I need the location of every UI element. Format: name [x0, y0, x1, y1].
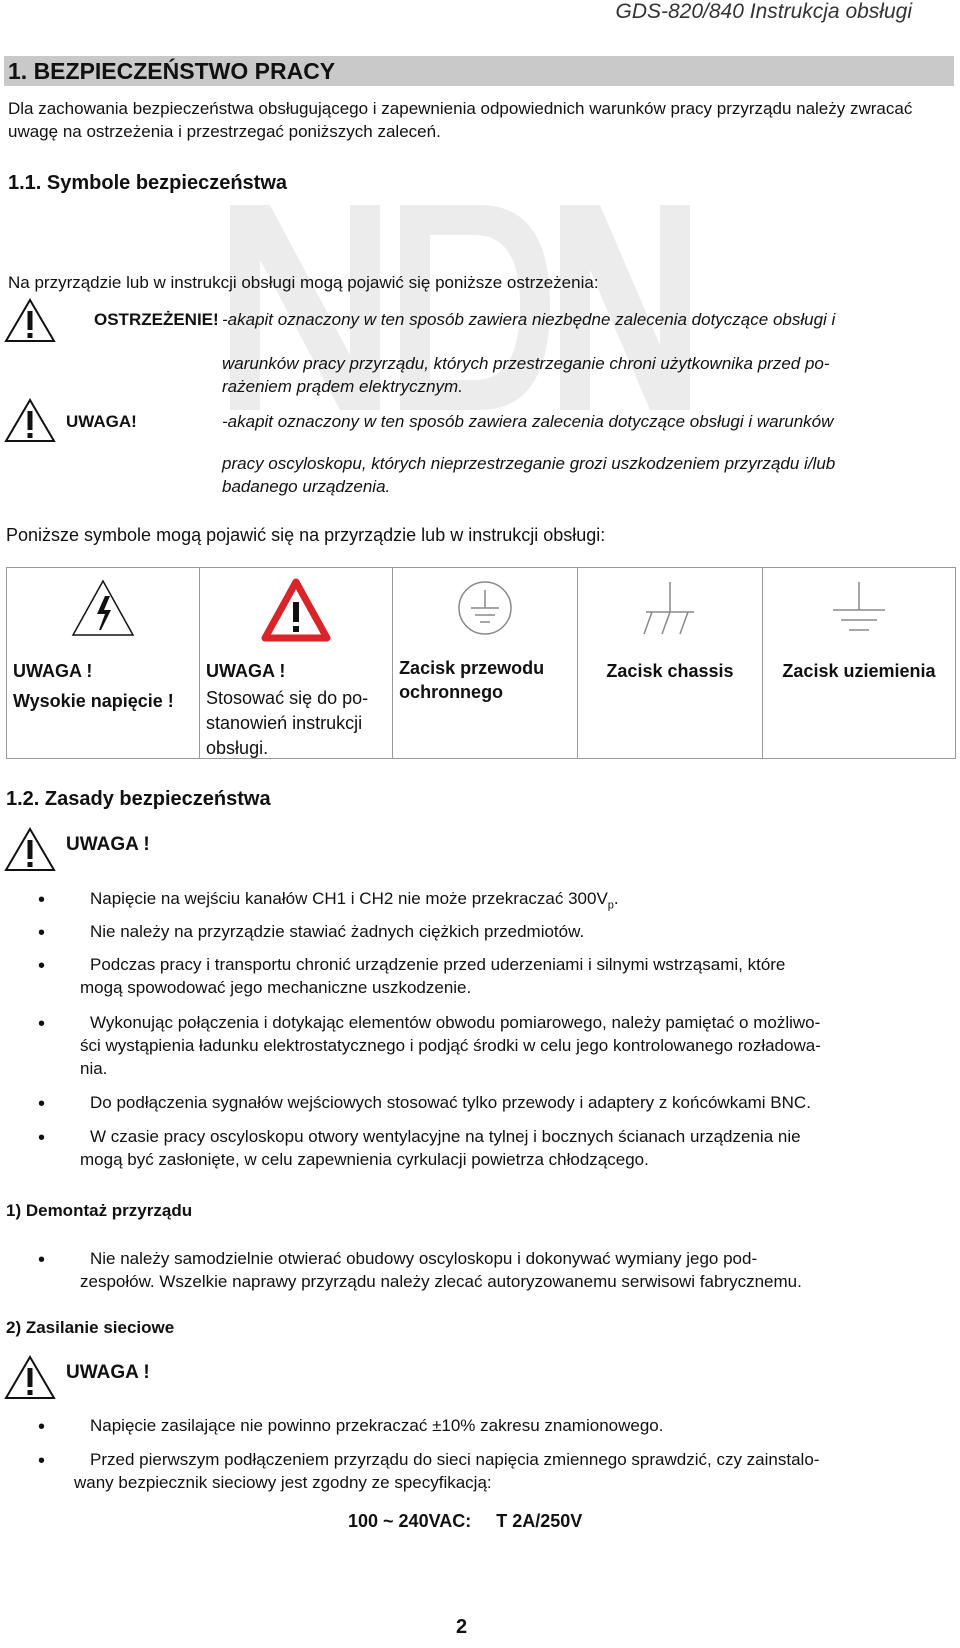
bullet-marker: •: [38, 1127, 46, 1149]
bullet-marker: •: [38, 1450, 46, 1472]
power-bullet-2-line2: wany bezpiecznik sieciowy jest zgodny ze specyfikacją:: [74, 1473, 492, 1492]
warning1-line2: warunków pracy przyrządu, których przestrzeganie chroni użytkownika przed po-: [222, 354, 830, 373]
bullet-marker: •: [38, 889, 46, 911]
high-voltage-icon: [70, 578, 136, 638]
warning1-label: OSTRZEŻENIE!: [94, 310, 219, 329]
rule-bullet-4-line1: Wykonując połączenia i dotykając elementów obwodu pomiarowego, należy pamiętać o możliwo-: [90, 1013, 821, 1032]
warning-triangle-icon: [4, 826, 56, 872]
symbol-cell-protective-earth: [393, 568, 578, 759]
rule-bullet-4-line2: ści wystąpienia ładunku elektrostatycznego i podjąć środki w celu jego kontrolowanego rozładowa-: [80, 1036, 821, 1055]
power-heading: 2) Zasilanie sieciowe: [6, 1318, 175, 1337]
power-spec: 100 ~ 240VAC: T 2A/250V: [348, 1511, 583, 1531]
symbol-label-earth: Zacisk uziemienia: [782, 661, 936, 681]
bullet-marker: •: [38, 1249, 46, 1271]
rule-bullet-3-line1: Podczas pracy i transportu chronić urządzenie przed uderzeniami i silnymi wstrząsami, które: [90, 955, 786, 974]
rule-bullet-1: Napięcie na wejściu kanałów CH1 i CH2 nie może przekraczać $300V_p$.: [90, 889, 619, 912]
warning2-line3: badanego urządzenia.: [222, 477, 391, 496]
power-warning-label: UWAGA !: [66, 1362, 150, 1383]
symbol-cell-high-voltage: [7, 568, 200, 759]
header-title: GDS-820/840 Instrukcja obsługi: [615, 0, 912, 23]
warning2-label: UWAGA!: [66, 412, 137, 431]
warning-triangle-red-icon: [261, 578, 331, 642]
disassembly-heading: 1) Demontaż przyrządu: [6, 1201, 193, 1220]
symbols-table: [6, 567, 956, 759]
warning1-line3: rażeniem prądem elektrycznym.: [222, 377, 463, 396]
rules-heading: 1.2. Zasady bezpieczeństwa: [6, 788, 271, 810]
chassis-ground-icon: [638, 578, 702, 638]
symbol-cell-earth: [762, 568, 955, 759]
rule-bullet-2: Nie należy na przyrządzie stawiać żadnych ciężkich przedmiotów.: [90, 922, 585, 941]
protective-earth-icon: [455, 578, 515, 638]
bullet-marker: •: [38, 1416, 46, 1438]
symbol-cell-instructions: [200, 568, 393, 759]
symbol-label-high-voltage: UWAGA ! Wysokie napięcie !: [13, 661, 174, 711]
page-number: 2: [456, 1616, 468, 1638]
bullet-marker: •: [38, 1013, 46, 1035]
warnings-intro: Na przyrządzie lub w instrukcji obsługi mogą pojawić się poniższe ostrzeżenia:: [8, 273, 599, 292]
section-title: 1. BEZPIECZEŃSTWO PRACY: [8, 58, 336, 84]
symbol-label-instructions: UWAGA ! Stosować się do po- stanowień instrukcji obsługi.: [206, 661, 369, 758]
warning-triangle-icon: [4, 1354, 56, 1400]
section-intro: Dla zachowania bezpieczeństwa obsługującego i zapewnienia odpowiednich warunków pracy przyrządu należy zwracać uwagę na ostrzeżenia i przestrzegać poniższych zaleceń.: [8, 99, 913, 141]
rule-bullet-5: Do podłączenia sygnałów wejściowych stosować tylko przewody i adaptery z końcówkami BNC.: [90, 1093, 811, 1112]
warning2-line1: -akapit oznaczony w ten sposób zawiera zalecenia dotyczące obsługi i warunków: [222, 412, 834, 431]
power-bullet-2-line1: Przed pierwszym podłączeniem przyrządu do sieci napięcia zmiennego sprawdzić, czy zainstalo-: [90, 1450, 820, 1469]
warning1-line1: -akapit oznaczony w ten sposób zawiera niezbędne zalecenia dotyczące obsługi i: [222, 310, 836, 329]
rule-bullet-6-line1: W czasie pracy oscyloskopu otwory wentylacyjne na tylnej i bocznych ścianach urządzenia nie: [90, 1127, 801, 1146]
disassembly-line1: Nie należy samodzielnie otwierać obudowy oscyloskopu i dokonywać wymiany jego pod-: [90, 1249, 758, 1268]
symbol-cell-chassis: [578, 568, 763, 759]
rule-bullet-4-line3: nia.: [80, 1059, 108, 1078]
bullet-marker: •: [38, 1093, 46, 1115]
rules-warning-label: UWAGA !: [66, 834, 150, 855]
power-bullet-1: Napięcie zasilające nie powinno przekraczać ±10% zakresu znamionowego.: [90, 1416, 664, 1435]
warning-triangle-icon: [4, 397, 56, 443]
warning-triangle-icon: [4, 297, 56, 343]
symbols-intro: Poniższe symbole mogą pojawić się na przyrządzie lub w instrukcji obsługi:: [6, 525, 606, 545]
symbol-label-protective-earth: Zacisk przewodu ochronnego: [399, 658, 545, 702]
warning2-line2: pracy oscyloskopu, których nieprzestrzeganie grozi uszkodzeniem przyrządu i/lub: [222, 454, 836, 473]
symbols-heading: 1.1. Symbole bezpieczeństwa: [8, 172, 287, 194]
bullet-marker: •: [38, 955, 46, 977]
disassembly-line2: zespołów. Wszelkie naprawy przyrządu należy zlecać autoryzowanemu serwisowi fabrycznemu.: [80, 1272, 802, 1291]
bullet-marker: •: [38, 922, 46, 944]
rule-bullet-6-line2: mogą być zasłonięte, w celu zapewnienia cyrkulacji powietrza chłodzącego.: [80, 1150, 649, 1169]
rule-bullet-3-line2: mogą spowodować jego mechaniczne uszkodzenie.: [80, 978, 472, 997]
earth-ground-icon: [827, 578, 891, 638]
symbol-label-chassis: Zacisk chassis: [606, 661, 734, 681]
